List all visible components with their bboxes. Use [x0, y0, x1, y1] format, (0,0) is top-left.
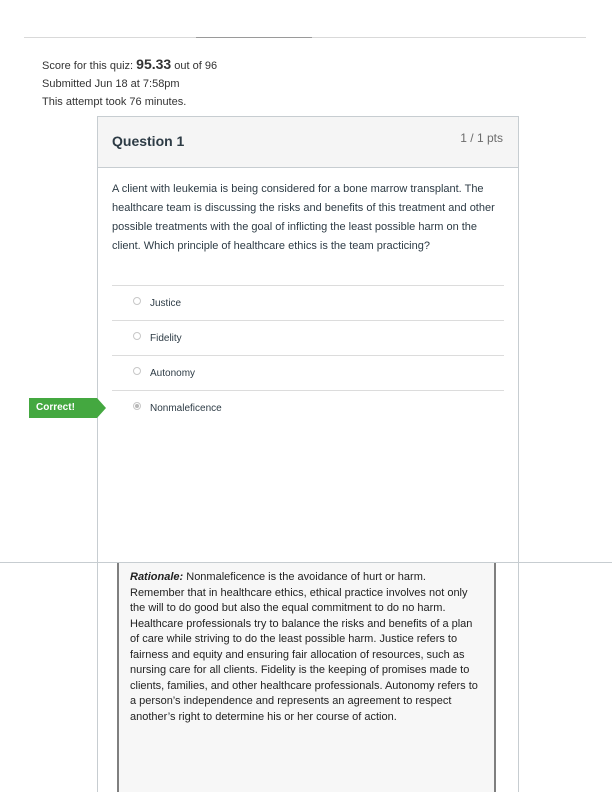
- answer-option-nonmaleficence[interactable]: [112, 390, 504, 425]
- card-border-right: [518, 563, 519, 792]
- quiz-summary: [42, 55, 217, 111]
- correct-flag: Correct!: [29, 398, 97, 418]
- question-header: [98, 117, 518, 168]
- question-text: A client with leukemia is being considered for a bone marrow transplant. The healthcare team is discussing the risks and benefits of this treatment and other possible treatments with the goal of inflicting the least possible harm on the client. Which principle of healthcare ethics is the team practicing?: [112, 183, 495, 252]
- submitted-line: Submitted Jun 18 at 7:58pm: [42, 78, 180, 90]
- radio-button-selected[interactable]: [133, 402, 141, 410]
- answer-list: [112, 285, 504, 425]
- score-value: 95.33: [136, 56, 172, 72]
- answer-label: Justice: [150, 298, 182, 309]
- duration-line: This attempt took 76 minutes.: [42, 96, 187, 108]
- score-prefix: Score for this quiz:: [42, 60, 134, 72]
- answer-label: Fidelity: [150, 333, 182, 344]
- radio-button[interactable]: [133, 297, 141, 305]
- rationale-label: Rationale:: [130, 571, 184, 583]
- answer-option-fidelity[interactable]: [112, 320, 504, 355]
- answer-option-justice[interactable]: [112, 285, 504, 320]
- rationale: [130, 570, 482, 725]
- score-line: [42, 55, 217, 75]
- rationale-box: [117, 563, 496, 792]
- rationale-text: Nonmaleficence is the avoidance of hurt or harm. Remember that in healthcare ethics, ethical practice involves not only the will to do good but also the equal commitment to do no harm. Healthcare professionals try to balance the risks and benefits of a plan of care while striving to do the least possible harm. Justice refers to fairness and equity and ensuring fair allocation of resources, such as nursing care for all clients. Fidelity is the keeping of promises made to clients, families, and other healthcare professionals. Autonomy refers to a person’s independence and represents an agreement to respect another’s right to determine his or her course of action.: [130, 571, 478, 723]
- radio-button[interactable]: [133, 332, 141, 340]
- card-border-left: [97, 563, 98, 792]
- score-suffix: out of 96: [174, 60, 218, 72]
- question-card: [97, 116, 519, 563]
- answer-label: Nonmaleficence: [150, 403, 222, 414]
- radio-button[interactable]: [133, 367, 141, 375]
- answer-label: Autonomy: [150, 368, 196, 379]
- question-points: 1 / 1 pts: [460, 131, 503, 145]
- answer-option-autonomy[interactable]: [112, 355, 504, 390]
- question-title: Question 1: [112, 133, 185, 149]
- top-divider-accent: [196, 37, 312, 38]
